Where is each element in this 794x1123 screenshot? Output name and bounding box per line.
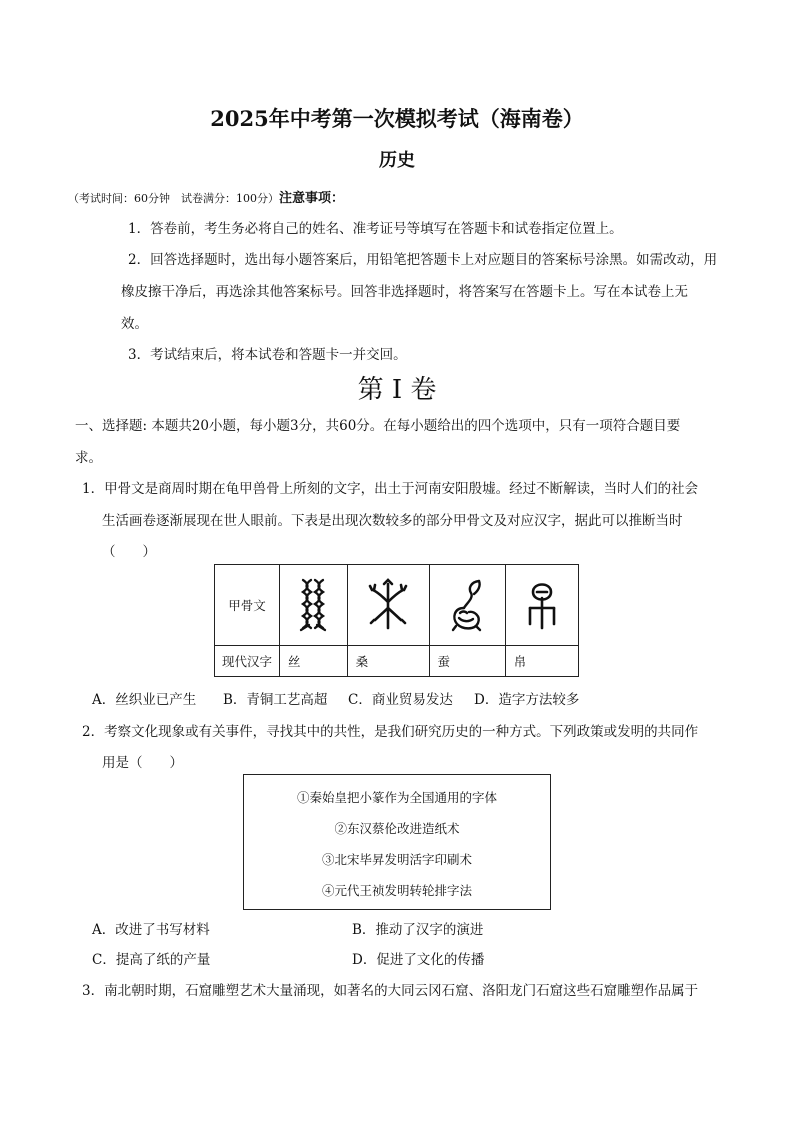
notice-item: 2．回答选择题时，选出每小题答案后，用铅笔把答题卡上对应题目的答案标号涂黑。如需改动，用 [128,252,718,268]
notice-item: 1．答卷前，考生务必将自己的姓名、准考证号等填写在答题卡和试卷指定位置上。 [128,221,623,237]
material-item: ④元代王祯发明转轮排字法 [321,883,472,898]
q1-answer-blank: （ ） [102,544,156,560]
q2-stem-cont: 用是（ ） [102,755,183,771]
q3-stem: 3．南北朝时期，石窟雕塑艺术大量涌现，如著名的大同云冈石窟、洛阳龙门石窟这些石窟雕塑作品属于 [82,983,699,999]
q1-stem: 1．甲骨文是商周时期在龟甲兽骨上所刻的文字，出土于河南安阳殷墟。经过不断解读，当时人们的社会 [82,481,699,497]
q1-stem-cont: 生活画卷逐渐展现在世人眼前。下表是出现次数较多的部分甲骨文及对应汉字，据此可以推断当时 [102,513,683,529]
modern-char-cell: 帛 [505,646,578,677]
oracle-cell [280,565,348,646]
exam-info [68,187,344,206]
table-row [215,565,579,646]
oracle-cell [505,565,578,646]
row-header-modern: 现代汉字 [215,646,280,677]
q1-option-b[interactable]: B．青铜工艺高超 [223,692,328,708]
table-row [215,646,579,677]
q2-option-b[interactable]: B．推动了汉字的演进 [352,922,484,938]
material-item: ①秦始皇把小篆作为全国通用的字体 [296,790,497,805]
modern-char-cell: 蚕 [429,646,505,677]
oracle-can-icon [449,578,485,632]
oracle-si-icon [298,578,328,632]
exam-title: 2025年中考第一次模拟考试（海南卷） [210,106,584,131]
oracle-cell [429,565,505,646]
section-instructions: 一、选择题: 本题共20小题，每小题3分，共60分。在每小题给出的四个选项中，只有一项符合题目要 [75,418,681,434]
q2-option-c[interactable]: C．提高了纸的产量 [92,952,211,968]
oracle-cell [347,565,429,646]
row-header-oracle: 甲骨文 [215,565,280,646]
q2-stem: 2．考察文化现象或有关事件，寻找其中的共性，是我们研究历史的一种方式。下列政策或发明的共同作 [82,724,699,740]
q1-option-a[interactable]: A．丝织业已产生 [92,692,197,708]
q1-option-d[interactable]: D．造字方法较多 [474,692,580,708]
material-item: ③北宋毕昇发明活字印刷术 [321,852,472,867]
notice-item: 3．考试结束后，将本试卷和答题卡一并交回。 [128,347,407,363]
exam-time-score: （考试时间：60分钟 试卷满分：100分） [68,192,279,205]
section-title: 第 I 卷 [357,375,437,405]
q2-materials-box [243,774,551,910]
section-instructions-cont: 求。 [75,450,102,466]
modern-char-cell: 桑 [347,646,429,677]
q1-option-c[interactable]: C．商业贸易发达 [348,692,453,708]
notice-item: 效。 [121,316,148,332]
oracle-bone-table [214,564,579,677]
q2-option-a[interactable]: A．改进了书写材料 [92,922,210,938]
notice-item: 橡皮擦干净后，再选涂其他答案标号。回答非选择题时，将答案写在答题卡上。写在本试卷上无 [121,284,688,300]
notice-heading: 注意事项： [279,191,345,206]
q2-option-d[interactable]: D．促进了文化的传播 [352,952,485,968]
subject-title: 历史 [379,150,415,171]
oracle-bo-icon [525,578,559,632]
oracle-sang-icon [368,578,408,632]
material-item: ②东汉蔡伦改进造纸术 [334,821,460,836]
modern-char-cell: 丝 [280,646,348,677]
